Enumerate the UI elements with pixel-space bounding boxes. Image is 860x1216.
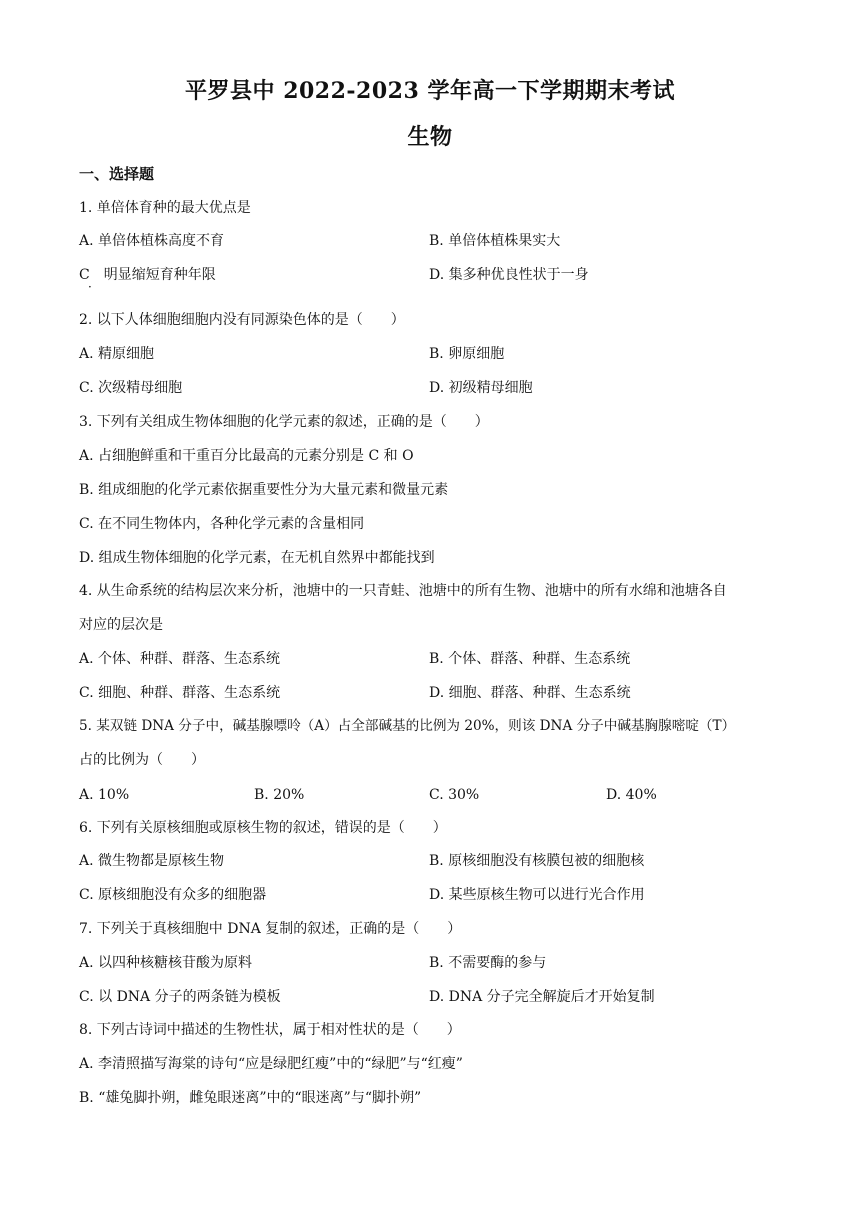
q2-option-b: B. 卵原细胞 <box>429 346 505 362</box>
q4-stem-line-2: 对应的层次是 <box>79 617 163 633</box>
q1-option-c: C 明显缩短育种年限 <box>79 267 216 283</box>
q4-option-b: B. 个体、群落、种群、生态系统 <box>429 651 631 667</box>
q1-option-b: B. 单倍体植株果实大 <box>429 233 561 249</box>
q2-stem: 2. 以下人体细胞细胞内没有同源染色体的是（ ） <box>79 312 405 328</box>
q2-option-c: C. 次级精母细胞 <box>79 380 183 396</box>
q8-option-b: B. “雄兔脚扑朔，雌兔眼迷离”中的“眼迷离”与“脚扑朔” <box>79 1090 422 1106</box>
q8-stem: 8. 下列古诗词中描述的生物性状，属于相对性状的是（ ） <box>79 1022 461 1038</box>
q2-option-a: A. 精原细胞 <box>79 346 155 362</box>
q5-stem-line-1: 5. 某双链 DNA 分子中，碱基腺嘌呤（A）占全部碱基的比例为 20%，则该 DNA 分子中碱基胸腺嘧啶（T） <box>79 718 736 734</box>
q6-option-a: A. 微生物都是原核生物 <box>79 853 225 869</box>
q5-option-c: C. 30% <box>429 787 480 803</box>
q2-option-d: D. 初级精母细胞 <box>429 380 533 396</box>
q7-stem: 7. 下列关于真核细胞中 DNA 复制的叙述，正确的是（ ） <box>79 921 462 937</box>
q7-option-b: B. 不需要酶的参与 <box>429 955 547 971</box>
q3-option-b: B. 组成细胞的化学元素依据重要性分为大量元素和微量元素 <box>79 482 449 498</box>
q7-option-d: D. DNA 分子完全解旋后才开始复制 <box>429 989 655 1005</box>
q6-option-d: D. 某些原核生物可以进行光合作用 <box>429 887 645 903</box>
section-heading: 一、选择题 <box>79 165 155 183</box>
q8-option-a: A. 李清照描写海棠的诗句“应是绿肥红瘦”中的“绿肥”与“红瘦” <box>79 1056 463 1072</box>
q3-stem: 3. 下列有关组成生物体细胞的化学元素的叙述，正确的是（ ） <box>79 414 489 430</box>
q7-option-c: C. 以 DNA 分子的两条链为模板 <box>79 989 281 1005</box>
q6-stem: 6. 下列有关原核细胞或原核生物的叙述，错误的是（ ） <box>79 820 447 836</box>
q4-option-c: C. 细胞、种群、群落、生态系统 <box>79 685 281 701</box>
q3-option-a: A. 占细胞鲜重和干重百分比最高的元素分别是 C 和 O <box>79 448 414 464</box>
q6-option-c: C. 原核细胞没有众多的细胞器 <box>79 887 267 903</box>
q7-option-a: A. 以四种核糖核苷酸为原料 <box>79 955 253 971</box>
q5-stem-line-2: 占的比例为（ ） <box>79 752 205 768</box>
q1-option-a: A. 单倍体植株高度不育 <box>79 233 225 249</box>
exam-title: 平罗县中 2022-2023 学年高一下学期期末考试 <box>185 78 675 104</box>
q4-option-a: A. 个体、种群、群落、生态系统 <box>79 651 281 667</box>
q1-option-d: D. 集多种优良性状于一身 <box>429 267 589 283</box>
q5-option-a: A. 10% <box>79 787 130 803</box>
q6-option-b: B. 原核细胞没有核膜包被的细胞核 <box>429 853 645 869</box>
q4-stem-line-1: 4. 从生命系统的结构层次来分析，池塘中的一只青蛙、池塘中的所有生物、池塘中的所有水绵和池塘各自 <box>79 583 727 599</box>
q4-option-d: D. 细胞、群落、种群、生态系统 <box>429 685 631 701</box>
q5-option-b: B. 20% <box>254 787 305 803</box>
q5-option-d: D. 40% <box>606 787 657 803</box>
q3-option-d: D. 组成生物体细胞的化学元素，在无机自然界中都能找到 <box>79 550 435 566</box>
q1-stem: 1. 单倍体育种的最大优点是 <box>79 200 251 216</box>
exam-subject: 生物 <box>407 124 453 150</box>
q3-option-c: C. 在不同生物体内，各种化学元素的含量相同 <box>79 516 365 532</box>
q1-option-c-dot: · <box>88 280 92 294</box>
